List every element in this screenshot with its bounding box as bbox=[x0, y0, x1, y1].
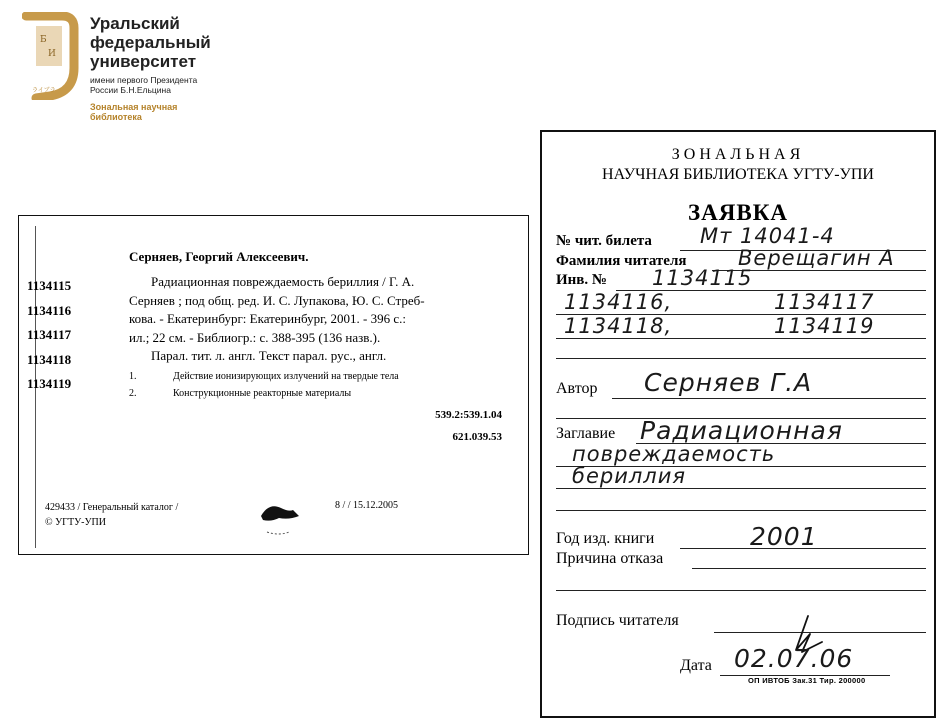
inventory-number: 1134117 bbox=[27, 327, 72, 342]
printing-imprint: ОП ИВТОБ Зак.31 Тир. 200000 bbox=[748, 676, 866, 685]
udc-code: 539.2:539.1.04 bbox=[435, 409, 502, 421]
inventory-number-list bbox=[27, 274, 71, 397]
title-handwritten: бериллия bbox=[572, 464, 686, 488]
description-line: Парал. тит. л. англ. Текст парал. рус., англ. bbox=[151, 348, 387, 363]
inventory-handwritten: 1134119 bbox=[774, 314, 875, 338]
author-handwritten: Серняев Г.А bbox=[644, 368, 813, 397]
catalog-card bbox=[18, 215, 529, 555]
subject-heading bbox=[129, 368, 399, 385]
svg-text:ライブラ: ライブラ bbox=[32, 87, 56, 94]
blank-line bbox=[556, 510, 926, 511]
description-line: Серняев ; под общ. ред. И. С. Лупакова, Ю. С. Стреб- bbox=[129, 292, 425, 308]
year-label: Год изд. книги bbox=[556, 530, 655, 547]
logo-title-line: университет bbox=[90, 52, 197, 71]
inventory-number: 1134118 bbox=[27, 351, 72, 367]
catalog-reference: 429433 / Генеральный каталог / bbox=[45, 502, 179, 513]
logo-title-line: федеральный bbox=[90, 33, 211, 52]
svg-text:Б: Б bbox=[40, 35, 47, 45]
logo-library-line: Зональная научная bbox=[90, 102, 178, 112]
logo-subtitle-line: имени первого Президента bbox=[90, 75, 198, 85]
title-handwritten: Радиационная bbox=[640, 416, 843, 445]
inventory-handwritten: 1134116, bbox=[564, 290, 673, 314]
inventory-number: 1134116 bbox=[27, 302, 72, 318]
description-line: кова. - Екатеринбург: Екатеринбург, 2001. - 396 с.: bbox=[129, 311, 406, 326]
logo-text bbox=[90, 14, 211, 122]
logo-title-line: Уральский bbox=[90, 14, 180, 33]
inventory-line-3 bbox=[556, 338, 926, 339]
refusal-line-2 bbox=[556, 590, 926, 591]
ticket-handwritten: Мт 14041-4 bbox=[700, 224, 835, 248]
subject-text: Действие ионизирующих излучений на твердые тела bbox=[173, 371, 399, 382]
year-handwritten: 2001 bbox=[750, 522, 818, 551]
surname-handwritten: Верещагин А bbox=[738, 246, 895, 270]
ticket-label: № чит. билета bbox=[556, 233, 652, 249]
slip-header-library: НАУЧНАЯ БИБЛИОТЕКА УГТУ-УПИ bbox=[602, 166, 874, 183]
refusal-line bbox=[692, 568, 926, 569]
card-footer-date: 8 / / 15.12.2005 bbox=[335, 500, 399, 511]
udc-code: 621.039.53 bbox=[452, 431, 502, 443]
logo-subtitle-line: России Б.Н.Ельцина bbox=[90, 85, 171, 95]
card-description bbox=[129, 273, 501, 366]
inventory-handwritten: 1134115 bbox=[652, 266, 753, 290]
slip-title: ЗАЯВКА bbox=[688, 200, 788, 225]
inventory-handwritten: 1134118, bbox=[564, 314, 673, 338]
copyright: © УГТУ-УПИ bbox=[45, 517, 107, 528]
date-label: Дата bbox=[680, 657, 712, 674]
inventory-label: Инв. № bbox=[556, 272, 607, 288]
library-emblem-icon bbox=[22, 12, 84, 100]
logo-subtitle bbox=[90, 75, 211, 95]
signature-label: Подпись читателя bbox=[556, 612, 679, 629]
svg-text:И: И bbox=[48, 49, 56, 59]
title-handwritten: повреждаемость bbox=[572, 442, 776, 466]
date-handwritten: 02.07.06 bbox=[734, 644, 854, 673]
slip-header-zonal: ЗОНАЛЬНАЯ bbox=[671, 146, 805, 163]
request-slip bbox=[540, 130, 936, 718]
blank-line bbox=[556, 358, 926, 359]
title-label: Заглавие bbox=[556, 425, 616, 442]
surname-label: Фамилия читателя bbox=[556, 253, 687, 269]
subject-number: 2. bbox=[129, 388, 137, 399]
refusal-reason-label: Причина отказа bbox=[556, 550, 664, 567]
description-line: Радиационная повреждаемость бериллия / Г. А. bbox=[151, 274, 415, 289]
subject-heading bbox=[129, 385, 399, 402]
author-label: Автор bbox=[556, 380, 598, 397]
ink-stamp-icon bbox=[259, 498, 307, 538]
university-logo bbox=[22, 12, 252, 132]
logo-library-line: библиотека bbox=[90, 112, 142, 122]
card-author: Серняев, Георгий Алексеевич. bbox=[129, 249, 309, 264]
subject-headings bbox=[129, 368, 399, 402]
title-line-3 bbox=[556, 488, 926, 489]
card-footer-catalog bbox=[45, 500, 178, 530]
subject-text: Конструкционные реакторные материалы bbox=[173, 388, 352, 399]
logo-library-name bbox=[90, 102, 211, 122]
author-line bbox=[612, 398, 926, 399]
description-line: ил.; 22 см. - Библиогр.: с. 388-395 (136 назв.). bbox=[129, 329, 381, 345]
inventory-number: 1134115 bbox=[27, 278, 72, 293]
inventory-number: 1134119 bbox=[27, 376, 72, 391]
inventory-handwritten: 1134117 bbox=[774, 290, 875, 314]
subject-number: 1. bbox=[129, 371, 137, 382]
udc-codes bbox=[435, 404, 502, 448]
